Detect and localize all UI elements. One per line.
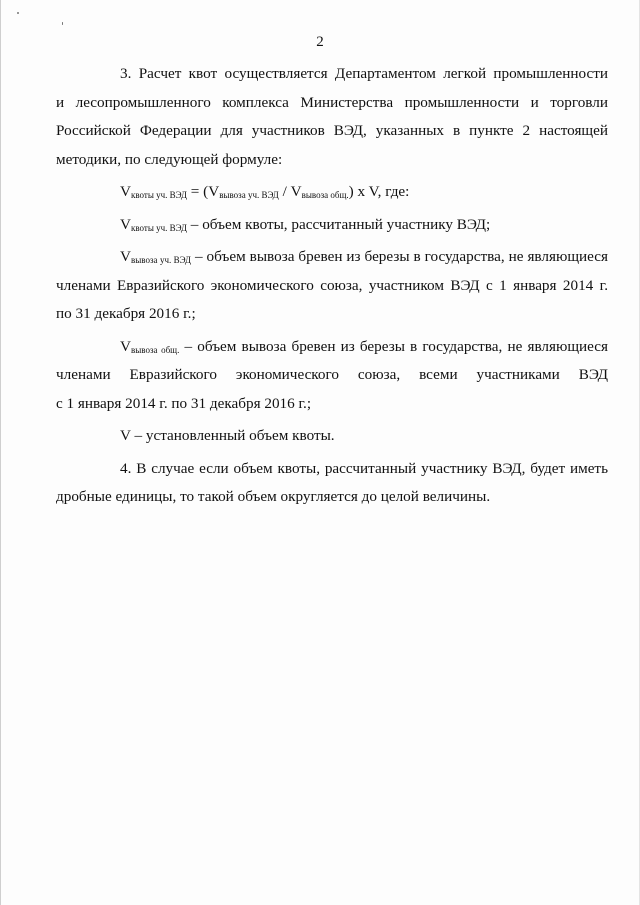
document-body xyxy=(56,60,608,512)
scan-artifact xyxy=(62,22,63,25)
definition-text: – объем квоты, рассчитанный участнику ВЭД; xyxy=(187,215,491,233)
definition-established-quota xyxy=(88,422,608,451)
paragraph-item-3 xyxy=(56,60,608,174)
definition-text: – объем вывоза бревен из березы в государства, не являющиеся xyxy=(179,337,608,355)
text-line: 3. Расчет квот осуществляется Департаментом легкой промышленности xyxy=(120,65,608,82)
text-line: дробные единицы, то такой объем округляется до целой величины. xyxy=(56,488,491,505)
text-line: членами Евразийского экономического союза, всеми участниками ВЭД xyxy=(56,366,608,383)
formula-symbol: V xyxy=(120,183,131,200)
text-line: Российской Федерации для участников ВЭД, указанных в пункте 2 настоящей xyxy=(56,122,608,139)
text-line xyxy=(88,243,608,272)
text-line: членами Евразийского экономического союза, участником ВЭД с 1 января 2014 г. xyxy=(56,276,608,294)
formula-subscript: квоты уч. ВЭД xyxy=(130,190,187,200)
page-number: 2 xyxy=(316,34,324,50)
formula-symbol: V xyxy=(120,337,131,355)
formula-text: = (V xyxy=(187,183,220,200)
text-line: и лесопромышленного комплекса Министерства промышленности и торговли xyxy=(56,93,608,111)
formula-text: / V xyxy=(278,183,302,200)
paragraph-item-4 xyxy=(56,455,608,512)
scan-artifact xyxy=(17,12,19,14)
quota-formula xyxy=(88,178,608,207)
definition-quota xyxy=(88,211,608,240)
text-line: с 1 января 2014 г. по 31 декабря 2016 г.; xyxy=(56,394,312,412)
formula-subscript: вывоза уч. ВЭД xyxy=(219,190,279,200)
formula-text: ) x V, где: xyxy=(348,183,410,200)
text-line: по 31 декабря 2016 г.; xyxy=(56,305,196,322)
definition-export-total xyxy=(56,333,608,419)
formula-subscript: вывоза общ. xyxy=(130,344,180,355)
text-line: 4. В случае если объем квоты, рассчитанный участнику ВЭД, будет иметь xyxy=(120,459,608,477)
definition-text: – объем вывоза бревен из березы в государства, не являющиеся xyxy=(190,248,608,265)
formula-subscript: вывоза общ. xyxy=(301,190,349,200)
formula-symbol: V xyxy=(120,248,131,265)
formula-subscript: вывоза уч. ВЭД xyxy=(130,255,191,265)
text-line xyxy=(88,333,608,362)
formula-symbol: V xyxy=(120,215,131,233)
formula-subscript: квоты уч. ВЭД xyxy=(130,222,187,233)
definition-text: V – установленный объем квоты. xyxy=(120,427,335,444)
definition-export-participant xyxy=(56,243,608,329)
text-line: методики, по следующей формуле: xyxy=(56,150,283,168)
